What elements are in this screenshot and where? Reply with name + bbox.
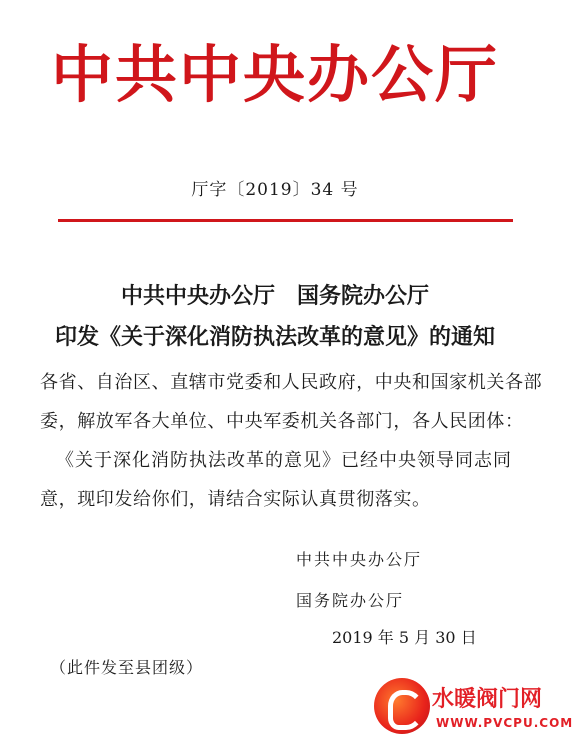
title-line-2: 印发《关于深化消防执法改革的意见》的通知 bbox=[54, 324, 495, 350]
watermark-site-name: 水暖阀门网 bbox=[432, 687, 543, 712]
signatory-state-council-office: 国务院办公厅 bbox=[296, 591, 405, 610]
watermark-site-url: WWW.PVCPU.COM bbox=[436, 716, 573, 730]
site-watermark bbox=[372, 672, 573, 739]
body-line-4: 意，现印发给你们，请结合实际认真贯彻落实。 bbox=[40, 489, 431, 510]
red-divider-line bbox=[58, 219, 513, 222]
body-line-2: 委，解放军各大单位、中央军委机关各部门，各人民团体： bbox=[40, 411, 524, 432]
body-line-3: 《关于深化消防执法改革的意见》已经中央领导同志同 bbox=[56, 450, 512, 471]
distribution-note: （此件发至县团级） bbox=[50, 658, 204, 677]
issuer-header: 中共中央办公厅 bbox=[50, 38, 499, 111]
body-line-1: 各省、自治区、直辖市党委和人民政府，中央和国家机关各部 bbox=[40, 372, 543, 393]
signatory-cpc-office: 中共中央办公厅 bbox=[296, 550, 423, 569]
issue-date: 2019 年 5 月 30 日 bbox=[332, 628, 477, 647]
title-line-1: 中共中央办公厅 国务院办公厅 bbox=[120, 283, 429, 309]
document-number: 厅字〔2019〕34 号 bbox=[191, 180, 359, 200]
watermark-logo-icon bbox=[374, 678, 430, 734]
